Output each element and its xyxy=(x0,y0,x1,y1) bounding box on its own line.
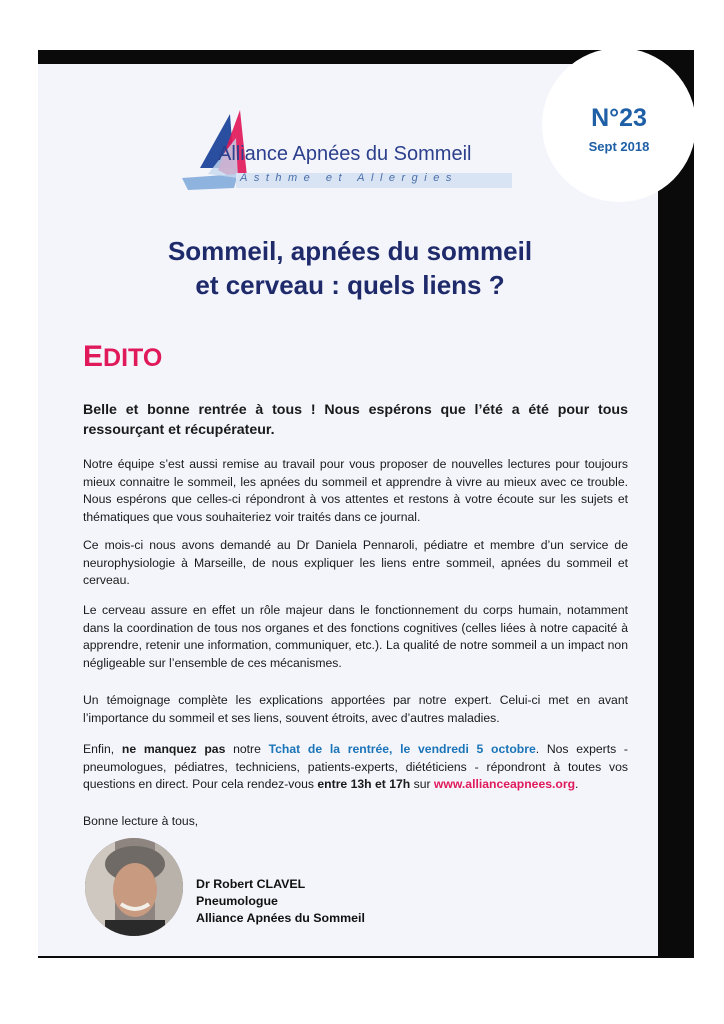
author-role: Pneumologue xyxy=(196,894,278,908)
title-line-1: Sommeil, apnées du sommeil xyxy=(167,236,533,266)
author-portrait-icon xyxy=(85,838,183,936)
p5-text: . Nos experts - pneumologues, pédiatres, techniciens, patients-experts, diététiciens - répondront à toutes vos questions en direct. Pour cela rendez-vous xyxy=(83,742,628,792)
author-photo xyxy=(85,838,183,936)
p5-text: sur xyxy=(410,777,434,792)
chat-hours: entre 13h et 17h xyxy=(317,777,411,792)
paragraph-5 xyxy=(83,741,628,794)
closing-line: Bonne lecture à tous, xyxy=(83,814,199,828)
title-line-2: et cerveau : quels liens ? xyxy=(195,270,505,300)
issue-number: N°23 xyxy=(591,104,647,132)
p5-emphasis: ne manquez pas xyxy=(121,742,226,756)
edito-rest: DITO xyxy=(103,344,163,372)
author-name: Dr Robert CLAVEL xyxy=(196,877,306,891)
chat-event-highlight: Tchat de la rentrée, le vendredi 5 octobre xyxy=(268,742,536,756)
logo-title: Alliance Apnées du Sommeil xyxy=(218,143,472,165)
section-heading-edito xyxy=(83,340,162,374)
author-signature xyxy=(196,876,365,927)
paragraph-1: Notre équipe s’est aussi remise au travail pour vous proposer de nouvelles lectures pour toujours mieux connaitre le sommeil, les apnées du sommeil et apprendre à vivre au mieux avec ce trouble. Nous espérons que celles-ci répondront à vos attentes et restons à votre écoute sur les sujets et thématiques que vous souhaiteriez voir traités dans ce journal. xyxy=(83,457,628,524)
p5-text: Enfin, xyxy=(83,742,122,756)
p5-text: notre xyxy=(225,742,269,756)
p5-text: . xyxy=(575,777,579,792)
logo-tagline: Asthme et Allergies xyxy=(240,172,458,184)
author-organization: Alliance Apnées du Sommeil xyxy=(196,911,365,925)
paragraph-3: Le cerveau assure en effet un rôle majeur dans le fonctionnement du corps humain, notamment dans la coordination de tous nos organes et des fonctions cognitives (celles liées à notre capacité à apprendre, retenir une information, communiquer, etc.). La qualité de notre sommeil a un impact non négligeable sur l’ensemble de ces mécanismes. xyxy=(83,603,628,670)
issue-date: Sept 2018 xyxy=(588,139,650,154)
lead-paragraph: Belle et bonne rentrée à tous ! Nous espérons que l’été a été pour tous ressourçant et récupérateur. xyxy=(83,402,628,438)
page-title xyxy=(100,234,600,302)
paragraph-4: Un témoignage complète les explications apportées par notre expert. Celui-ci met en avant l’importance du sommeil et ses liens, souvent étroits, avec d’autres maladies. xyxy=(83,693,628,725)
paragraph-2: Ce mois-ci nous avons demandé au Dr Daniela Pennaroli, pédiatre et membre d’un service de neurophysiologie à Marseille, de nous expliquer les liens entre sommeil, apnées du sommeil et cerveau. xyxy=(83,538,628,588)
website-link[interactable]: www.allianceapnees.org xyxy=(433,777,576,792)
edito-initial: E xyxy=(83,340,104,373)
